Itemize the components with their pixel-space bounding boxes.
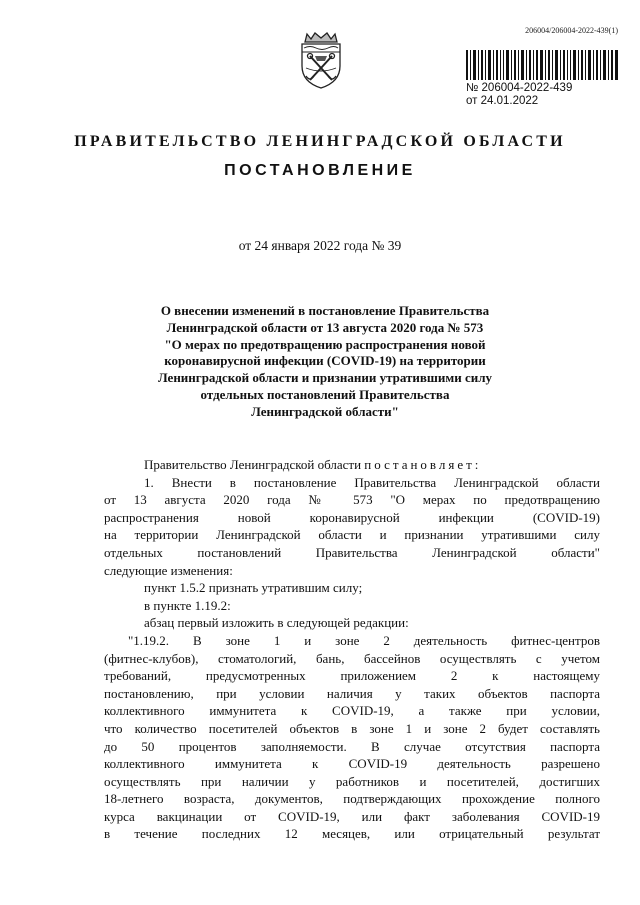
- body-line: коллективного иммунитета к COVID-19, а также при условии,: [104, 703, 600, 719]
- body-line: курса вакцинации от COVID-19, или факт заболевания COVID-19: [104, 808, 600, 824]
- document-body: [104, 456, 600, 843]
- body-line: 1. Внести в постановление Правительства Ленинградской области: [144, 474, 600, 490]
- intro-spaced-word: постановляет:: [364, 457, 482, 472]
- subject-line: Ленинградской области от 13 августа 2020 года № 573: [166, 319, 484, 335]
- subject-line: О внесении изменений в постановление Правительства: [160, 303, 490, 318]
- registration-block: [466, 82, 572, 108]
- subject-line: отдельных постановлений Правительства: [200, 386, 450, 402]
- subject-line: "О мерах по предотвращению распространения новой: [164, 336, 486, 352]
- body-line: требований, предусмотренных приложением 2 к настоящему: [104, 668, 600, 684]
- intro-line: [104, 456, 600, 474]
- document-code: 206004/206004-2022-439(1): [525, 26, 618, 35]
- body-line: до 50 процентов заполняемости. В случае отсутствия паспорта: [104, 738, 600, 754]
- decree-subject: [120, 303, 530, 421]
- body-line: в течение последних 12 месяцев, или отрицательный результат: [104, 826, 600, 842]
- body-line: абзац первый изложить в следующей редакции:: [144, 615, 409, 631]
- body-line: распространения новой коронавирусной инфекции (COVID-19): [104, 509, 600, 525]
- body-line: (фитнес-клубов), стоматологий, бань, бассейнов осуществлять с учетом: [104, 650, 600, 666]
- registration-date: от 24.01.2022: [466, 95, 539, 107]
- body-line: на территории Ленинградской области и признании утратившими силу: [104, 527, 600, 543]
- body-line: коллективного иммунитета к COVID-19 деятельность разрешено: [104, 756, 600, 772]
- barcode-icon: [466, 50, 618, 80]
- intro-prefix: Правительство Ленинградской области: [144, 457, 362, 472]
- body-line: пункт 1.5.2 признать утратившим силу;: [144, 580, 363, 596]
- body-line: отдельных постановлений Правительства Ленинградской области": [104, 544, 600, 560]
- document-type-title: ПОСТАНОВЛЕНИЕ: [224, 162, 416, 179]
- subject-line: коронавирусной инфекции (COVID-19) на территории: [164, 353, 486, 369]
- body-line: от 13 августа 2020 года № 573 "О мерах по предотвращению: [104, 492, 600, 508]
- body-line: следующие изменения:: [104, 562, 233, 578]
- subject-line: Ленинградской области и признании утратившими силу: [157, 370, 493, 386]
- decree-date-number: от 24 января 2022 года № 39: [238, 238, 402, 253]
- body-line: в пункте 1.19.2:: [144, 597, 231, 613]
- body-line: постановлению, при условии наличия у таких объектов паспорта: [104, 685, 600, 701]
- coat-of-arms-icon: [298, 30, 344, 90]
- registration-number: № 206004-2022-439: [466, 82, 573, 94]
- body-line: 18-летнего возраста, документов, подтверждающих прохождение полного: [104, 791, 600, 807]
- subject-line: Ленинградской области": [251, 403, 399, 419]
- body-line: осуществлять при наличии у работников и посетителей, достигших: [104, 773, 600, 789]
- body-line: что количество посетителей объектов в зоне 1 и зоне 2 будет составлять: [104, 720, 600, 736]
- government-title: ПРАВИТЕЛЬСТВО ЛЕНИНГРАДСКОЙ ОБЛАСТИ: [74, 133, 566, 150]
- body-line: "1.19.2. В зоне 1 и зоне 2 деятельность фитнес-центров: [128, 632, 600, 648]
